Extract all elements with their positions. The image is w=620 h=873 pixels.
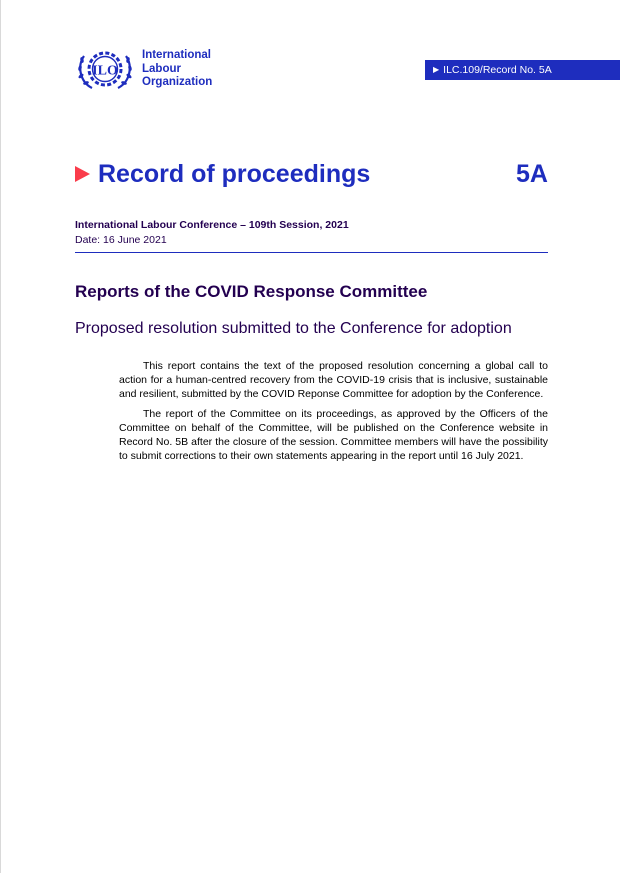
record-reference-tag — [425, 60, 620, 80]
ilo-logo-icon — [74, 44, 136, 96]
page-title: Record of proceedings — [98, 160, 371, 188]
record-number: 5A — [516, 160, 548, 188]
title-row — [75, 157, 548, 191]
paragraph: This report contains the text of the proposed resolution concerning a global call to action for a human-centred recovery from the COVID-19 crisis that is inclusive, sustainable and resilient, submitted by the COVID Reponse Committee for adoption by the Conference. — [119, 360, 548, 400]
organization-name — [142, 49, 212, 90]
triangle-right-icon: ▶ — [433, 65, 440, 74]
divider — [75, 252, 548, 253]
section-subheading: Proposed resolution submitted to the Conference for adoption — [75, 320, 512, 337]
section-heading: Reports of the COVID Response Committee — [75, 282, 428, 301]
page-edge — [0, 0, 1, 873]
triangle-right-icon — [75, 166, 90, 182]
body-text — [119, 360, 548, 471]
paragraph: The report of the Committee on its proceedings, as approved by the Officers of the Committee on behalf of the Committee, will be published on the Conference website in Record No. 5B after the closure of the session. Committee members will have the possibility to submit corrections to their own statements appearing in the report until 16 July 2021. — [119, 408, 548, 462]
org-name-line-3: Organization — [142, 76, 213, 88]
conference-name: International Labour Conference – 109th Session, 2021 — [75, 219, 349, 231]
org-name-line-1: International — [142, 49, 212, 61]
org-name-line-2: Labour — [142, 62, 181, 75]
record-reference-label: ILC.109/Record No. 5A — [443, 64, 552, 76]
document-date: Date: 16 June 2021 — [75, 234, 167, 246]
logo-lettering: ILO — [92, 63, 118, 79]
